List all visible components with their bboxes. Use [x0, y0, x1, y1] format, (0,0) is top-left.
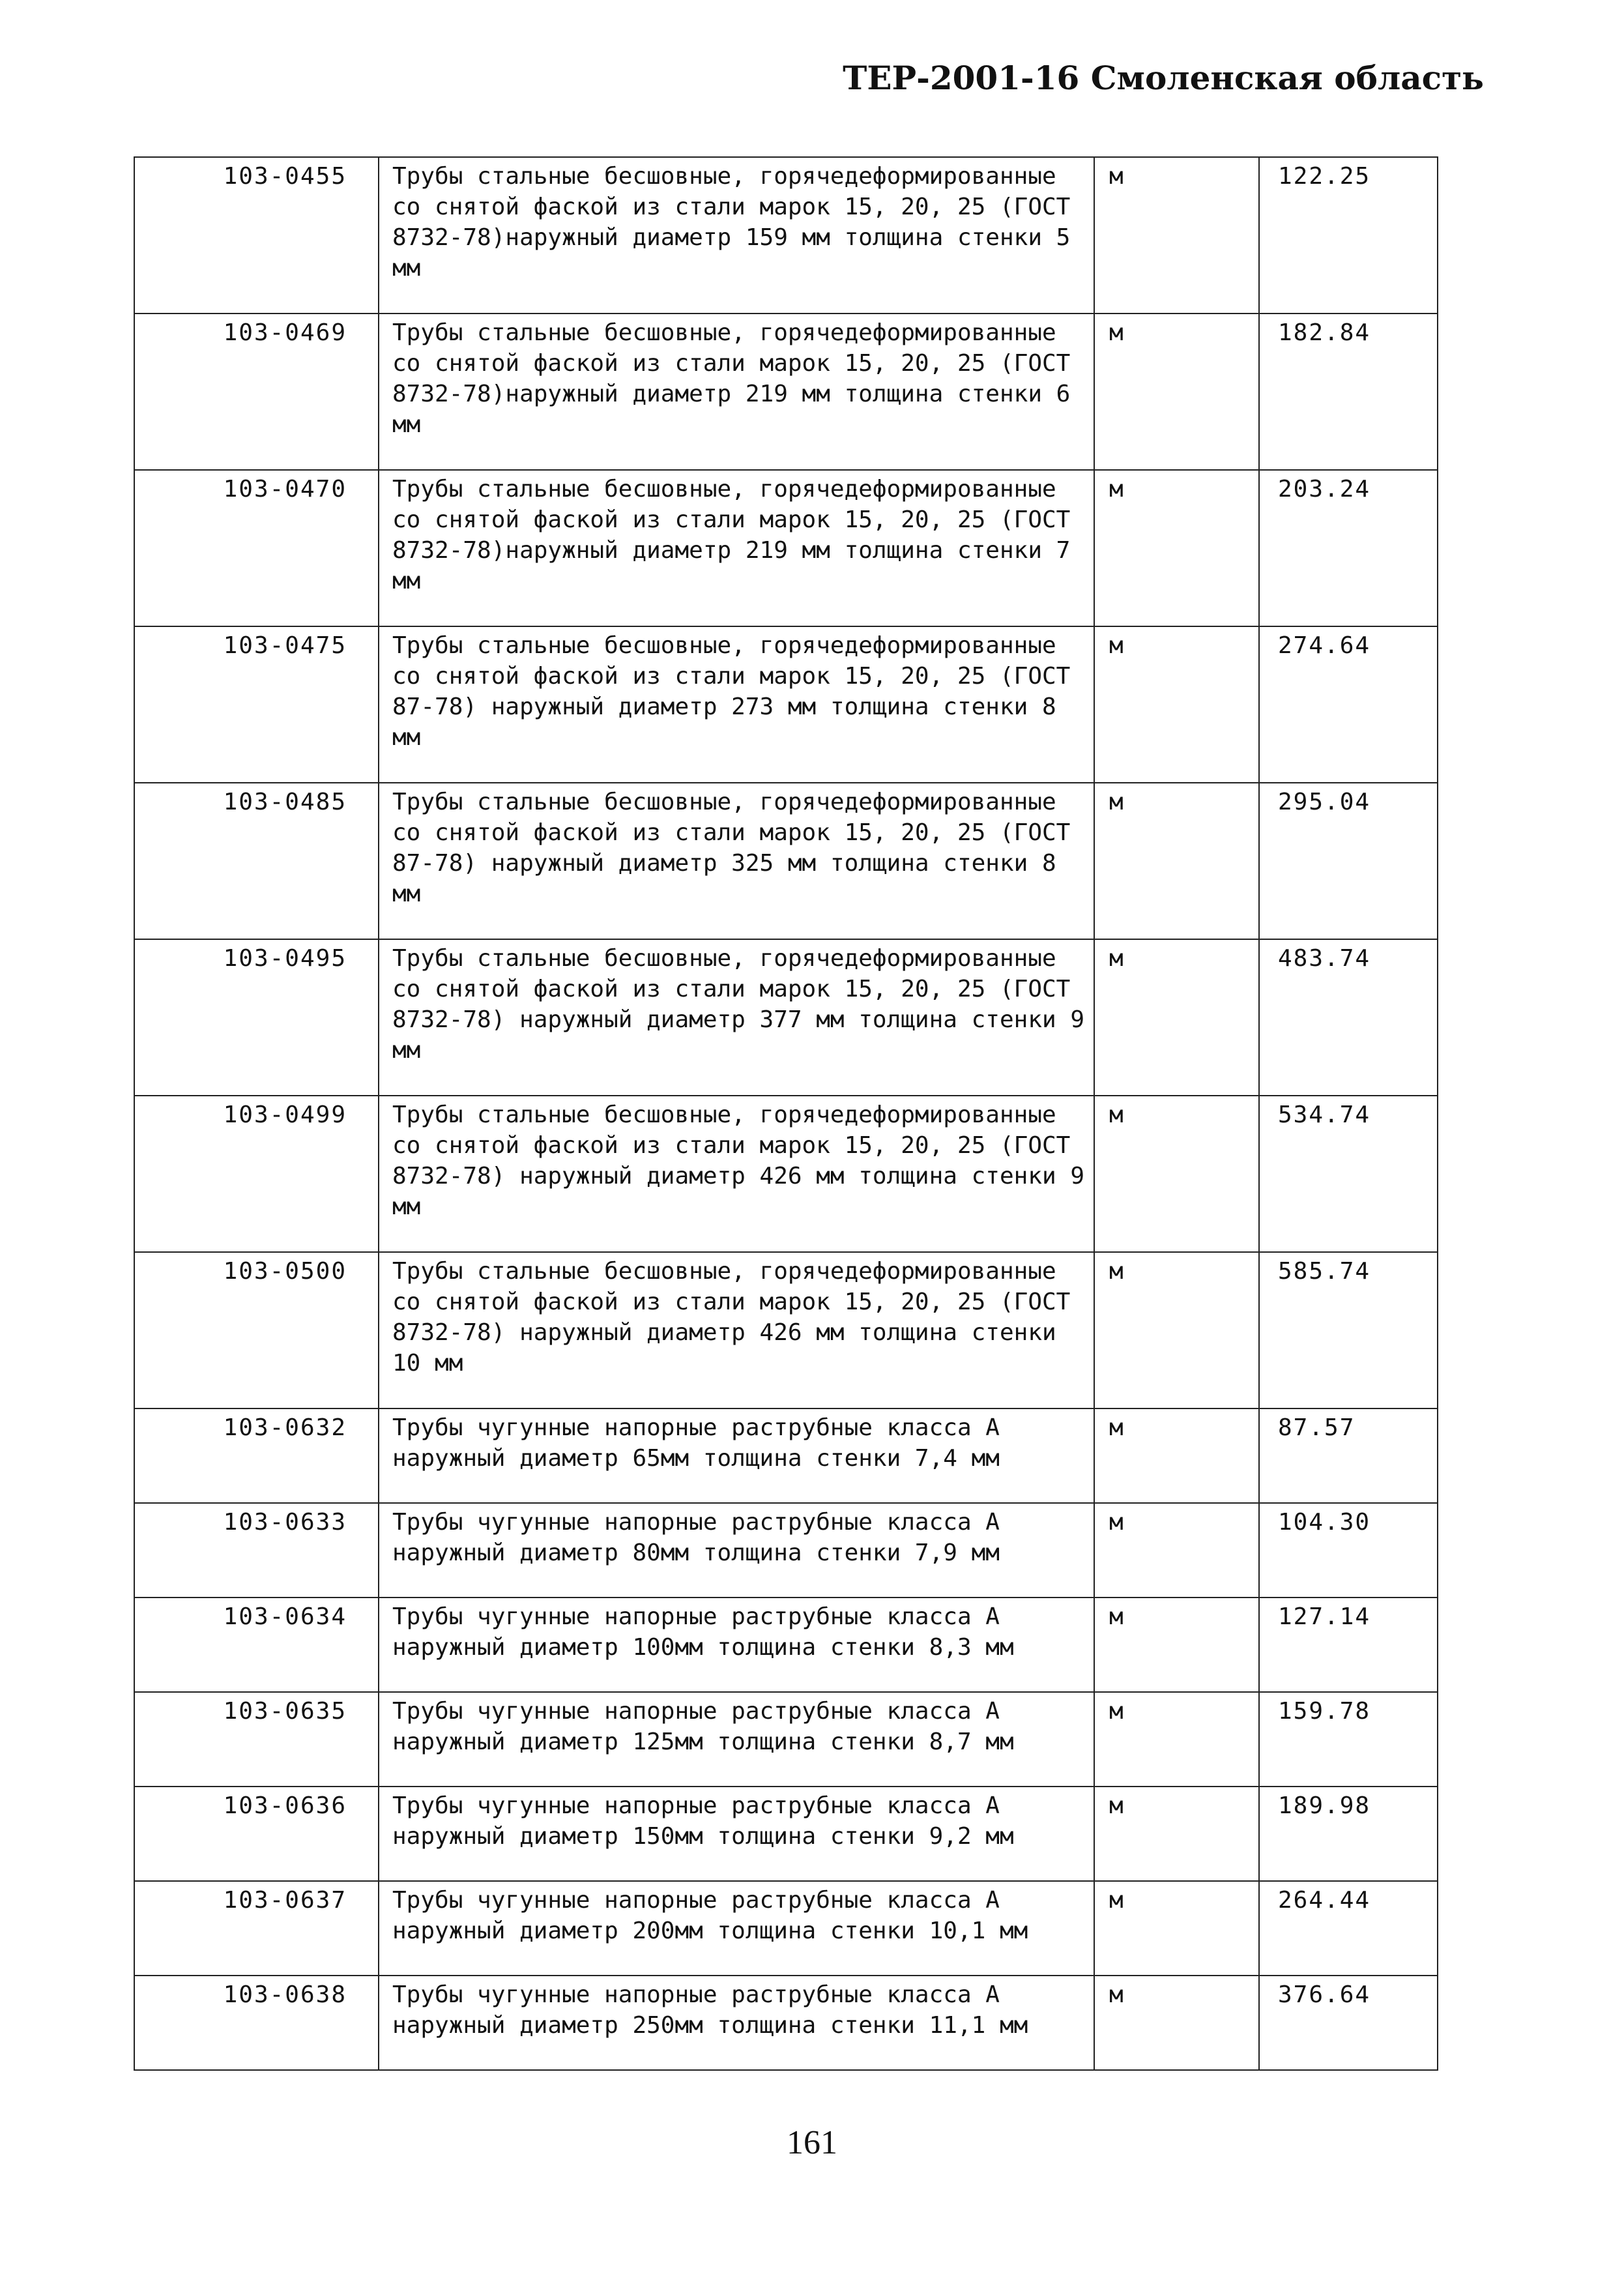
resource-code: 103-0638 [134, 1976, 379, 2070]
unit-price: 295.04 [1259, 783, 1438, 939]
resource-code: 103-0632 [134, 1408, 379, 1503]
resource-code: 103-0633 [134, 1503, 379, 1598]
unit-of-measure: м [1094, 1096, 1259, 1252]
resource-code: 103-0475 [134, 626, 379, 783]
unit-of-measure: м [1094, 1252, 1259, 1408]
resource-description: Трубы чугунные напорные раструбные класса А наружный диаметр 150мм толщина стенки 9,2 мм [379, 1787, 1094, 1881]
resource-code: 103-0637 [134, 1881, 379, 1976]
table-row [134, 157, 1438, 314]
unit-price: 104.30 [1259, 1503, 1438, 1598]
table-row [134, 1096, 1438, 1252]
unit-price: 127.14 [1259, 1598, 1438, 1692]
unit-of-measure: м [1094, 1598, 1259, 1692]
unit-price: 87.57 [1259, 1408, 1438, 1503]
unit-of-measure: м [1094, 1787, 1259, 1881]
table-row [134, 1881, 1438, 1976]
resource-description: Трубы чугунные напорные раструбные класса А наружный диаметр 100мм толщина стенки 8,3 мм [379, 1598, 1094, 1692]
unit-price: 122.25 [1259, 157, 1438, 314]
unit-price: 483.74 [1259, 939, 1438, 1096]
resource-code: 103-0495 [134, 939, 379, 1096]
unit-price: 585.74 [1259, 1252, 1438, 1408]
resource-code: 103-0469 [134, 314, 379, 470]
unit-of-measure: м [1094, 939, 1259, 1096]
unit-of-measure: м [1094, 1692, 1259, 1787]
page-header-title: ТЕР-2001-16 Смоленская область [843, 59, 1484, 97]
resource-description: Трубы стальные бесшовные, горячедеформированные со снятой фаской из стали марок 15, 20, 25 (ГОСТ 8732-78)наружный диаметр 159 мм толщина стенки 5 мм [379, 157, 1094, 314]
resource-code: 103-0634 [134, 1598, 379, 1692]
unit-price: 274.64 [1259, 626, 1438, 783]
table-row [134, 783, 1438, 939]
resource-description: Трубы стальные бесшовные, горячедеформированные со снятой фаской из стали марок 15, 20, 25 (ГОСТ 8732-78) наружный диаметр 377 мм толщина стенки 9 мм [379, 939, 1094, 1096]
unit-of-measure: м [1094, 470, 1259, 626]
resource-description: Трубы стальные бесшовные, горячедеформированные со снятой фаской из стали марок 15, 20, 25 (ГОСТ 87-78) наружный диаметр 325 мм толщина стенки 8 мм [379, 783, 1094, 939]
resource-description: Трубы чугунные напорные раструбные класса А наружный диаметр 80мм толщина стенки 7,9 мм [379, 1503, 1094, 1598]
table-row [134, 470, 1438, 626]
table-row [134, 1787, 1438, 1881]
resource-code: 103-0485 [134, 783, 379, 939]
resource-description: Трубы стальные бесшовные, горячедеформированные со снятой фаской из стали марок 15, 20, 25 (ГОСТ 8732-78) наружный диаметр 426 мм толщина стенки 9 мм [379, 1096, 1094, 1252]
unit-of-measure: м [1094, 314, 1259, 470]
unit-of-measure: м [1094, 783, 1259, 939]
unit-price: 182.84 [1259, 314, 1438, 470]
unit-price: 189.98 [1259, 1787, 1438, 1881]
resource-code: 103-0470 [134, 470, 379, 626]
resource-description: Трубы чугунные напорные раструбные класса А наружный диаметр 200мм толщина стенки 10,1 мм [379, 1881, 1094, 1976]
resource-code: 103-0499 [134, 1096, 379, 1252]
unit-of-measure: м [1094, 626, 1259, 783]
table-row [134, 626, 1438, 783]
resource-code: 103-0500 [134, 1252, 379, 1408]
table-row [134, 314, 1438, 470]
table-row [134, 1692, 1438, 1787]
unit-price: 159.78 [1259, 1692, 1438, 1787]
table-row [134, 1598, 1438, 1692]
resource-description: Трубы стальные бесшовные, горячедеформированные со снятой фаской из стали марок 15, 20, 25 (ГОСТ 8732-78) наружный диаметр 426 мм толщина стенки 10 мм [379, 1252, 1094, 1408]
resource-description: Трубы стальные бесшовные, горячедеформированные со снятой фаской из стали марок 15, 20, 25 (ГОСТ 8732-78)наружный диаметр 219 мм толщина стенки 7 мм [379, 470, 1094, 626]
table-row [134, 1976, 1438, 2070]
table-row [134, 1252, 1438, 1408]
page-number: 161 [787, 2124, 837, 2161]
unit-price: 376.64 [1259, 1976, 1438, 2070]
unit-price: 203.24 [1259, 470, 1438, 626]
resource-code: 103-0636 [134, 1787, 379, 1881]
resource-description: Трубы стальные бесшовные, горячедеформированные со снятой фаской из стали марок 15, 20, 25 (ГОСТ 8732-78)наружный диаметр 219 мм толщина стенки 6 мм [379, 314, 1094, 470]
resource-description: Трубы стальные бесшовные, горячедеформированные со снятой фаской из стали марок 15, 20, 25 (ГОСТ 87-78) наружный диаметр 273 мм толщина стенки 8 мм [379, 626, 1094, 783]
resource-description: Трубы чугунные напорные раструбные класса А наружный диаметр 250мм толщина стенки 11,1 мм [379, 1976, 1094, 2070]
unit-of-measure: м [1094, 1976, 1259, 2070]
unit-of-measure: м [1094, 1503, 1259, 1598]
resource-description: Трубы чугунные напорные раструбные класса А наружный диаметр 125мм толщина стенки 8,7 мм [379, 1692, 1094, 1787]
unit-price: 264.44 [1259, 1881, 1438, 1976]
table-row [134, 939, 1438, 1096]
resource-code: 103-0455 [134, 157, 379, 314]
resource-code: 103-0635 [134, 1692, 379, 1787]
unit-price: 534.74 [1259, 1096, 1438, 1252]
unit-of-measure: м [1094, 1408, 1259, 1503]
table-row [134, 1408, 1438, 1503]
resource-description: Трубы чугунные напорные раструбные класса А наружный диаметр 65мм толщина стенки 7,4 мм [379, 1408, 1094, 1503]
unit-of-measure: м [1094, 157, 1259, 314]
table-row [134, 1503, 1438, 1598]
unit-of-measure: м [1094, 1881, 1259, 1976]
price-table [134, 156, 1438, 2071]
